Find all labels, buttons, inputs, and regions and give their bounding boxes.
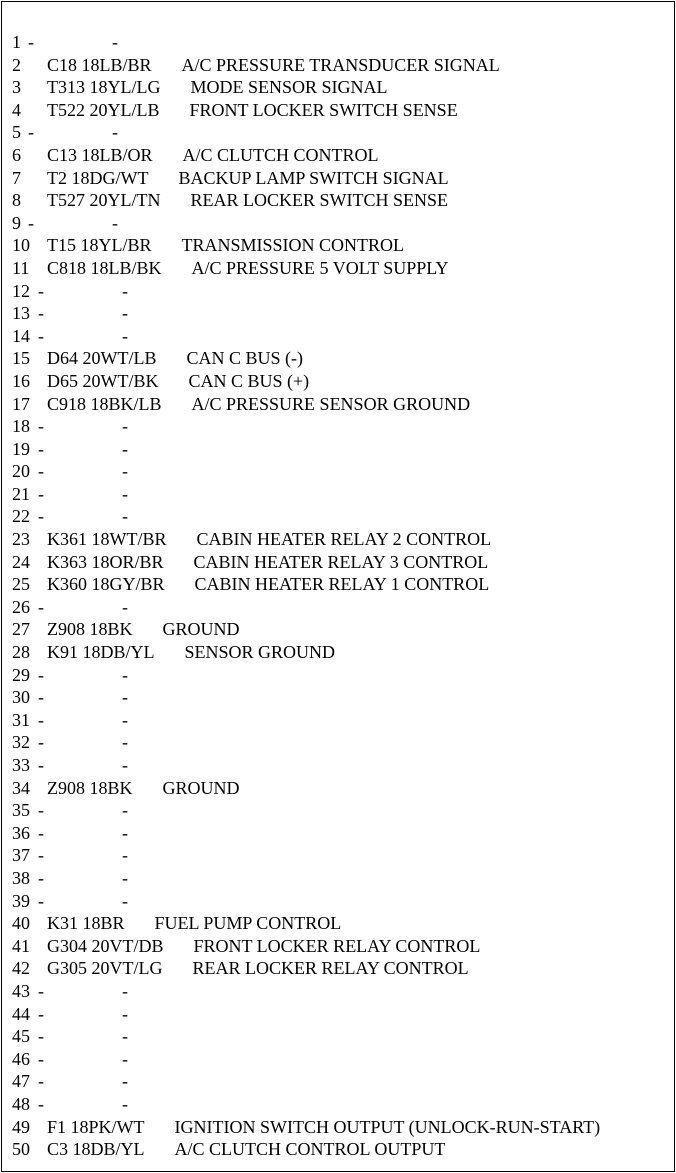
pin-empty-dash: - <box>122 845 128 866</box>
pin-row <box>2 1093 674 1116</box>
pin-number: 43 <box>12 980 30 1001</box>
circuit-description: A/C PRESSURE TRANSDUCER SIGNAL <box>181 54 500 75</box>
pin-number: 27 <box>12 619 30 640</box>
pin-dash: - <box>38 890 44 911</box>
pin-row <box>2 370 674 393</box>
pin-number: 37 <box>12 845 30 866</box>
pin-empty-dash: - <box>122 755 128 775</box>
pin-row <box>2 347 674 370</box>
pin-number: 45 <box>12 1026 30 1047</box>
pin-number: 31 <box>12 709 30 730</box>
pin-dash: - <box>38 980 44 1001</box>
pin-empty-dash: - <box>122 732 128 753</box>
pin-number: 20 <box>12 461 30 482</box>
pin-dash: - <box>38 822 44 843</box>
circuit-code: K363 18OR/BR <box>47 551 164 572</box>
pin-empty-dash: - <box>122 416 128 437</box>
circuit-description: A/C PRESSURE 5 VOLT SUPPLY <box>191 257 449 278</box>
pin-dash: - <box>28 122 34 143</box>
pin-row <box>2 1025 674 1048</box>
circuit-code: C918 18BK/LB <box>47 393 162 414</box>
pin-number: 48 <box>12 1093 30 1114</box>
pin-row <box>2 167 674 190</box>
pin-number: 40 <box>12 913 30 934</box>
pin-row <box>2 76 674 99</box>
circuit-description: REAR LOCKER RELAY CONTROL <box>192 958 469 979</box>
pin-empty-dash: - <box>122 687 128 708</box>
pin-number: 5 <box>12 122 21 143</box>
circuit-description: FRONT LOCKER RELAY CONTROL <box>193 935 481 956</box>
circuit-code: Z908 18BK <box>47 619 133 640</box>
circuit-description: CAN C BUS (-) <box>186 348 304 369</box>
pin-dash: - <box>38 303 44 324</box>
pin-empty-dash: - <box>122 325 128 346</box>
pin-number: 12 <box>12 280 30 301</box>
pin-row <box>2 844 674 867</box>
pin-row <box>2 325 674 348</box>
pin-empty-dash: - <box>122 483 128 504</box>
circuit-code: C818 18LB/BK <box>47 257 162 278</box>
pin-number: 7 <box>12 167 21 188</box>
pin-dash: - <box>38 1026 44 1047</box>
pin-empty-dash: - <box>122 506 128 527</box>
pin-number: 3 <box>12 77 21 98</box>
pin-number: 39 <box>12 890 30 911</box>
pin-row <box>2 912 674 935</box>
pin-number: 15 <box>12 348 30 369</box>
circuit-code: K31 18BR <box>47 913 125 934</box>
pin-dash: - <box>38 732 44 753</box>
pin-row <box>2 641 674 664</box>
pin-row <box>2 822 674 845</box>
circuit-description: REAR LOCKER SWITCH SENSE <box>190 190 448 211</box>
circuit-code: F1 18PK/WT <box>47 1116 145 1137</box>
pin-number: 2 <box>12 54 21 75</box>
circuit-code: G305 20VT/LG <box>47 958 163 979</box>
pin-empty-dash: - <box>112 212 118 233</box>
pin-number: 4 <box>12 99 21 120</box>
pin-number: 47 <box>12 1071 30 1092</box>
pin-row <box>2 799 674 822</box>
pin-row <box>2 302 674 325</box>
pin-row <box>2 980 674 1003</box>
pin-dash: - <box>38 1048 44 1069</box>
circuit-code: T15 18YL/BR <box>47 235 152 256</box>
pin-row <box>2 709 674 732</box>
pin-row <box>2 1003 674 1026</box>
pin-empty-dash: - <box>112 32 118 52</box>
pin-number: 30 <box>12 687 30 708</box>
pin-number: 22 <box>12 506 30 527</box>
pin-number: 50 <box>12 1139 30 1160</box>
pin-row <box>2 460 674 483</box>
pin-row <box>2 234 674 257</box>
circuit-code: C3 18DB/YL <box>47 1139 145 1160</box>
circuit-description: IGNITION SWITCH OUTPUT (UNLOCK-RUN-START) <box>174 1116 601 1137</box>
pin-row <box>2 1070 674 1093</box>
pin-empty-dash: - <box>122 822 128 843</box>
pinout-list <box>2 31 674 1160</box>
pin-empty-dash: - <box>122 890 128 911</box>
pin-dash: - <box>38 755 44 775</box>
document-page <box>1 1 675 1172</box>
pin-number: 14 <box>12 325 30 346</box>
pin-number: 42 <box>12 958 30 979</box>
pin-dash: - <box>38 687 44 708</box>
pin-row <box>2 731 674 754</box>
pin-dash: - <box>38 325 44 346</box>
pin-dash: - <box>38 1003 44 1024</box>
circuit-description: GROUND <box>162 777 240 798</box>
pin-row <box>2 189 674 212</box>
pin-number: 13 <box>12 303 30 324</box>
pin-dash: - <box>28 212 34 233</box>
circuit-description: MODE SENSOR SIGNAL <box>190 77 388 98</box>
pin-number: 26 <box>12 596 30 617</box>
pin-row <box>2 528 674 551</box>
pin-row <box>2 1048 674 1071</box>
pin-number: 29 <box>12 664 30 685</box>
pin-number: 41 <box>12 935 30 956</box>
pin-empty-dash: - <box>122 438 128 459</box>
pin-empty-dash: - <box>122 1003 128 1024</box>
pin-number: 38 <box>12 867 30 888</box>
pin-number: 11 <box>12 257 30 278</box>
pin-dash: - <box>38 1093 44 1114</box>
pin-number: 46 <box>12 1048 30 1069</box>
pin-row <box>2 99 674 122</box>
pin-row <box>2 121 674 144</box>
pin-number: 49 <box>12 1116 30 1137</box>
pin-row <box>2 686 674 709</box>
circuit-code: T522 20YL/LB <box>47 99 160 120</box>
pin-dash: - <box>38 845 44 866</box>
pin-number: 25 <box>12 574 30 595</box>
pin-row <box>2 596 674 619</box>
circuit-description: CAN C BUS (+) <box>188 370 310 391</box>
pin-empty-dash: - <box>122 1093 128 1114</box>
pin-row <box>2 957 674 980</box>
pin-dash: - <box>38 416 44 437</box>
circuit-description: A/C CLUTCH CONTROL <box>182 144 379 165</box>
pin-dash: - <box>38 280 44 301</box>
pin-row <box>2 1116 674 1139</box>
circuit-code: C13 18LB/OR <box>47 144 153 165</box>
pin-row <box>2 280 674 303</box>
pin-empty-dash: - <box>122 980 128 1001</box>
pin-number: 16 <box>12 370 30 391</box>
pin-row <box>2 393 674 416</box>
pin-empty-dash: - <box>122 280 128 301</box>
pin-number: 21 <box>12 483 30 504</box>
circuit-description: CABIN HEATER RELAY 3 CONTROL <box>193 551 489 572</box>
pin-empty-dash: - <box>122 461 128 482</box>
pin-row <box>2 483 674 506</box>
pin-dash: - <box>38 506 44 527</box>
pin-row <box>2 257 674 280</box>
pin-row <box>2 777 674 800</box>
circuit-code: G304 20VT/DB <box>47 935 164 956</box>
pin-dash: - <box>38 483 44 504</box>
circuit-description: TRANSMISSION CONTROL <box>181 235 405 256</box>
pin-row <box>2 573 674 596</box>
circuit-description: SENSOR GROUND <box>184 642 336 663</box>
circuit-code: T2 18DG/WT <box>47 167 149 188</box>
pin-dash: - <box>38 596 44 617</box>
pin-number: 23 <box>12 529 30 550</box>
pin-number: 1 <box>12 32 21 52</box>
pin-row <box>2 415 674 438</box>
pin-row <box>2 31 674 54</box>
pin-number: 28 <box>12 642 30 663</box>
pin-row <box>2 935 674 958</box>
circuit-code: D64 20WT/LB <box>47 348 157 369</box>
pin-dash: - <box>38 664 44 685</box>
pin-number: 35 <box>12 800 30 821</box>
pin-number: 34 <box>12 777 30 798</box>
circuit-description: BACKUP LAMP SWITCH SIGNAL <box>178 167 449 188</box>
pin-empty-dash: - <box>122 664 128 685</box>
pin-number: 8 <box>12 190 21 211</box>
pin-row <box>2 867 674 890</box>
pin-dash: - <box>38 461 44 482</box>
pin-empty-dash: - <box>122 303 128 324</box>
pin-row <box>2 890 674 913</box>
pin-row <box>2 551 674 574</box>
pin-row <box>2 212 674 235</box>
circuit-code: D65 20WT/BK <box>47 370 159 391</box>
circuit-description: A/C CLUTCH CONTROL OUTPUT <box>174 1139 446 1160</box>
pin-row <box>2 54 674 77</box>
pin-dash: - <box>38 1071 44 1092</box>
circuit-description: A/C PRESSURE SENSOR GROUND <box>191 393 471 414</box>
circuit-code: Z908 18BK <box>47 777 133 798</box>
pin-empty-dash: - <box>122 800 128 821</box>
pin-row <box>2 618 674 641</box>
pin-number: 10 <box>12 235 30 256</box>
circuit-code: K91 18DB/YL <box>47 642 155 663</box>
pin-empty-dash: - <box>122 1026 128 1047</box>
pin-empty-dash: - <box>122 1071 128 1092</box>
pin-number: 9 <box>12 212 21 233</box>
pin-number: 24 <box>12 551 30 572</box>
pin-row <box>2 438 674 461</box>
pin-empty-dash: - <box>122 596 128 617</box>
circuit-code: K361 18WT/BR <box>47 529 167 550</box>
pin-row <box>2 505 674 528</box>
pin-row <box>2 144 674 167</box>
pin-row <box>2 754 674 777</box>
circuit-description: GROUND <box>162 619 240 640</box>
pin-row <box>2 1138 674 1161</box>
pin-dash: - <box>38 709 44 730</box>
circuit-code: T313 18YL/LG <box>47 77 161 98</box>
circuit-description: CABIN HEATER RELAY 2 CONTROL <box>196 529 492 550</box>
pin-number: 32 <box>12 732 30 753</box>
circuit-description: FRONT LOCKER SWITCH SENSE <box>189 99 458 120</box>
circuit-description: FUEL PUMP CONTROL <box>154 913 342 934</box>
circuit-code: T527 20YL/TN <box>47 190 161 211</box>
pin-dash: - <box>38 438 44 459</box>
pin-number: 44 <box>12 1003 30 1024</box>
pin-number: 6 <box>12 144 21 165</box>
pin-empty-dash: - <box>122 1048 128 1069</box>
pin-number: 33 <box>12 755 30 775</box>
pin-dash: - <box>38 800 44 821</box>
circuit-code: K360 18GY/BR <box>47 574 165 595</box>
pin-row <box>2 664 674 687</box>
circuit-code: C18 18LB/BR <box>47 54 152 75</box>
pin-empty-dash: - <box>122 709 128 730</box>
pin-number: 19 <box>12 438 30 459</box>
pin-empty-dash: - <box>122 867 128 888</box>
pin-number: 17 <box>12 393 30 414</box>
pin-number: 36 <box>12 822 30 843</box>
pin-empty-dash: - <box>112 122 118 143</box>
pin-dash: - <box>38 867 44 888</box>
pin-dash: - <box>28 32 34 52</box>
pin-number: 18 <box>12 416 30 437</box>
circuit-description: CABIN HEATER RELAY 1 CONTROL <box>194 574 490 595</box>
